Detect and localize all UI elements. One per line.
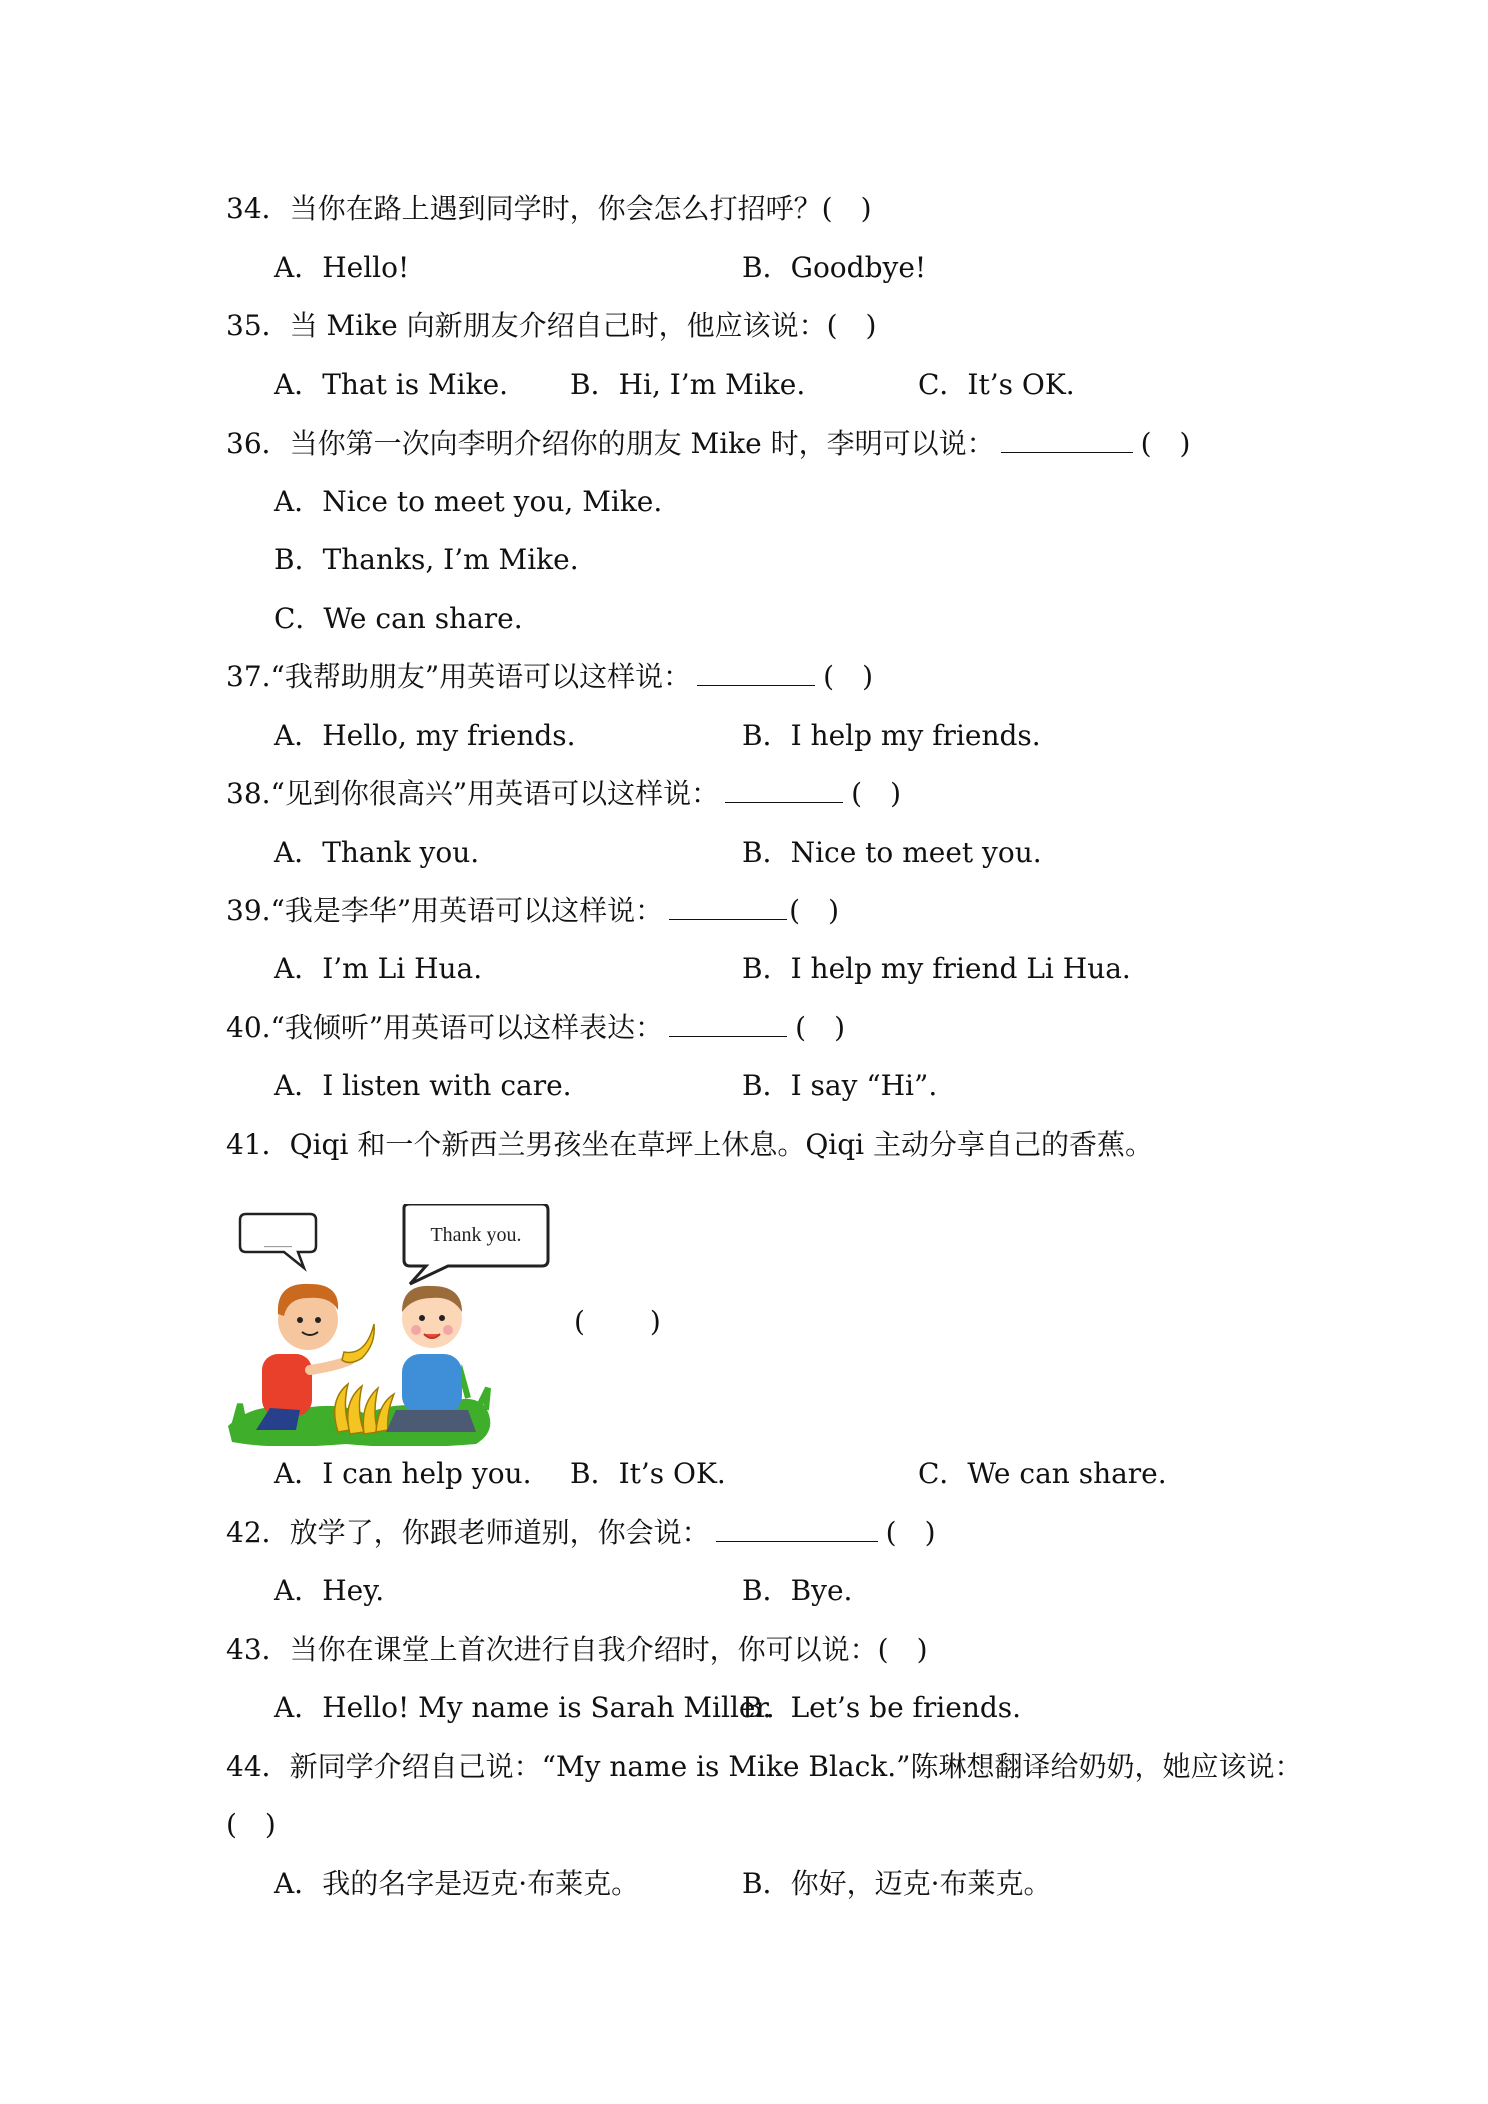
answer-blank[interactable]	[716, 1515, 878, 1542]
option-b: B．你好，迈克·布莱克。	[742, 1867, 1052, 1900]
question-number: 38	[226, 777, 262, 810]
option-a: A．Thank you.	[274, 836, 480, 869]
question-text: ．放学了，你跟老师道别，你会说：	[261, 1516, 710, 1549]
option-a: A．Hello, my friends.	[274, 719, 576, 752]
question-number: 41	[226, 1128, 262, 1161]
question-text: ．当你第一次向李明介绍你的朋友 Mike 时，李明可以说：	[261, 427, 995, 460]
option-b: B．Bye.	[742, 1574, 853, 1607]
option-a: A．Hey.	[274, 1574, 385, 1607]
question-number: 36	[226, 427, 262, 460]
option-c: C．We can share.	[918, 1457, 1167, 1490]
new-zealand-boy	[386, 1286, 476, 1432]
left-speech-bubble	[240, 1214, 316, 1268]
question-text: .“见到你很高兴”用英语可以这样说：	[261, 777, 720, 810]
option-a: A．I listen with care.	[274, 1069, 572, 1102]
option-a: A．Hello!	[274, 251, 410, 284]
question-number: 34	[226, 192, 262, 225]
option-c: C．It’s OK.	[918, 368, 1075, 401]
answer-paren: ( )	[226, 1808, 276, 1841]
banana-bunch-icon	[335, 1384, 394, 1434]
question-40	[226, 1008, 845, 1048]
question-number: 42	[226, 1516, 262, 1549]
question-number: 43	[226, 1633, 262, 1666]
question-text: .“我倾听”用英语可以这样表达：	[261, 1011, 664, 1044]
question-42	[226, 1513, 936, 1553]
question-38	[226, 774, 901, 814]
answer-blank[interactable]	[1001, 426, 1133, 453]
option-b: B．Goodbye!	[742, 251, 927, 284]
option-a: A．Hello! My name is Sarah Miller.	[274, 1691, 775, 1724]
option-b: B．I help my friends.	[742, 719, 1041, 752]
question-43	[226, 1630, 928, 1670]
question-number: 44	[226, 1750, 262, 1783]
option-b: B．I help my friend Li Hua.	[742, 952, 1131, 985]
banana-icon	[342, 1324, 374, 1363]
answer-paren: ( )	[851, 777, 902, 810]
answer-paren: ( )	[574, 1305, 661, 1338]
question-text: .“我帮助朋友”用英语可以这样说：	[261, 660, 692, 693]
question-35	[226, 306, 876, 346]
question-text: ．Qiqi 和一个新西兰男孩坐在草坪上休息。Qiqi 主动分享自己的香蕉。	[261, 1128, 1154, 1161]
bubble-right-text: Thank you.	[430, 1224, 522, 1246]
answer-paren: ( )	[795, 1011, 846, 1044]
bubble-left-blank: ____	[264, 1232, 292, 1248]
option-a: A．Nice to meet you, Mike.	[274, 485, 663, 518]
option-b: B．Hi, I’m Mike.	[570, 368, 806, 401]
option-c: C．We can share.	[274, 602, 523, 635]
answer-blank[interactable]	[697, 659, 815, 686]
option-b: B．Thanks, I’m Mike.	[274, 543, 579, 576]
question-39	[226, 891, 839, 931]
question-36	[226, 424, 1190, 464]
option-b: B．Let’s be friends.	[742, 1691, 1022, 1724]
question-number: 37	[226, 660, 262, 693]
answer-paren: ( )	[789, 894, 840, 927]
question-number: 39	[226, 894, 262, 927]
children-sharing-bananas-illustration	[226, 1204, 556, 1446]
question-41	[226, 1125, 1153, 1165]
right-speech-bubble	[404, 1204, 548, 1284]
answer-paren: ( )	[885, 1516, 936, 1549]
answer-paren: ( )	[823, 660, 874, 693]
option-a: A．I can help you.	[274, 1457, 532, 1490]
option-b: B．Nice to meet you.	[742, 836, 1042, 869]
option-b: B．I say “Hi”.	[742, 1069, 938, 1102]
option-a: A．I’m Li Hua.	[274, 952, 483, 985]
answer-paren: ( )	[1140, 427, 1191, 460]
question-34	[226, 189, 872, 229]
question-text: ．新同学介绍自己说：“My name is Mike Black.”陈琳想翻译给奶奶，她应该说：	[261, 1750, 1303, 1783]
question-44	[226, 1747, 1302, 1787]
answer-blank[interactable]	[725, 776, 843, 803]
question-number: 40	[226, 1011, 262, 1044]
question-text: ．当 Mike 向新朋友介绍自己时，他应该说：( )	[261, 309, 877, 342]
question-text: ．当你在路上遇到同学时，你会怎么打招呼？( )	[261, 192, 872, 225]
question-text: .“我是李华”用英语可以这样说：	[261, 894, 664, 927]
answer-blank[interactable]	[669, 893, 787, 920]
option-b: B．It’s OK.	[570, 1457, 726, 1490]
answer-blank[interactable]	[669, 1010, 787, 1037]
question-37	[226, 657, 873, 697]
question-text: ．当你在课堂上首次进行自我介绍时，你可以说：( )	[261, 1633, 928, 1666]
option-a: A．That is Mike.	[274, 368, 509, 401]
option-a: A．我的名字是迈克·布莱克。	[274, 1867, 640, 1900]
question-number: 35	[226, 309, 262, 342]
